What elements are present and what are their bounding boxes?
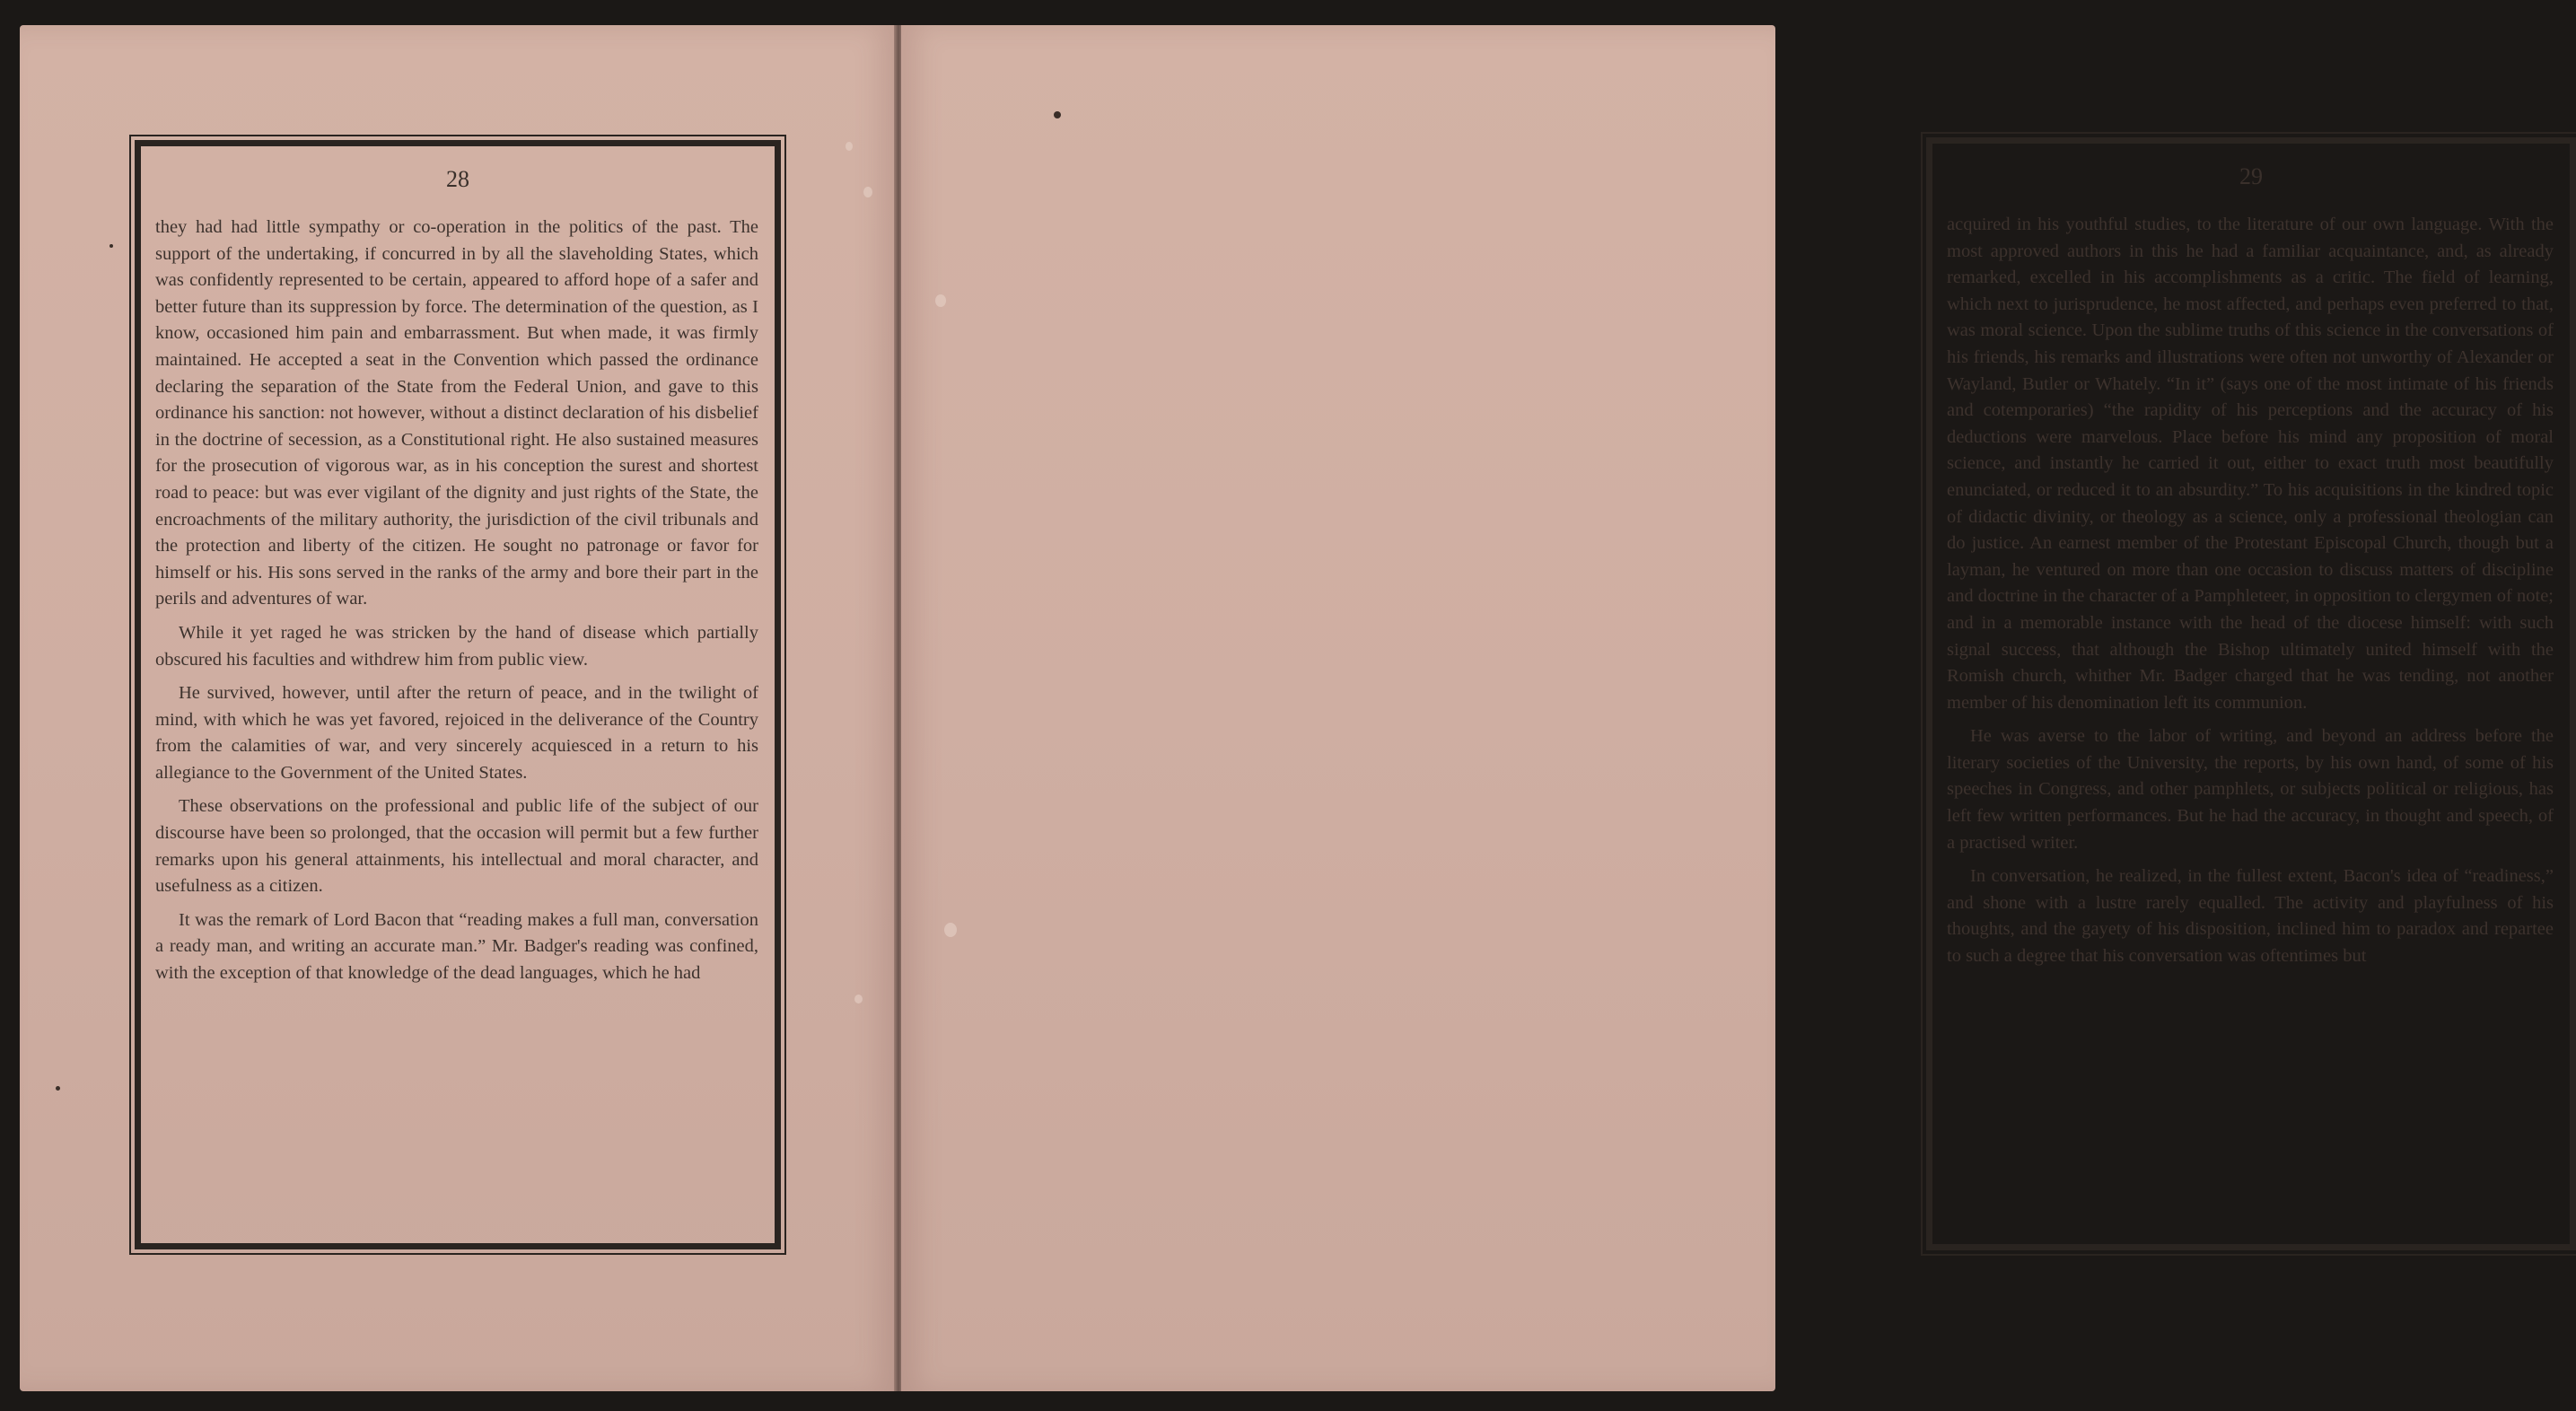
paragraph: He was averse to the labor of writing, and beyond an address before the literary societies of the University, the reports, by his own hand, of some of his speeches in Congress, and other pamphlets, or subjects political or religious, has left few written performances. But he had the accuracy, in thought and speech, of a practised writer. <box>1947 726 2554 853</box>
paper-speck <box>854 995 863 1003</box>
left-page-text <box>155 215 758 987</box>
paper-speck <box>944 923 957 937</box>
left-page <box>20 25 896 1391</box>
paragraph: they had had little sympathy or co-operation in the politics of the past. The support of the undertaking, if concurred in by all the slaveholding States, which was confidently represented to be certain, appeared to afford hope of a safer and better future than its suppression by force. The determination of the question, as I know, occasioned him pain and embarrassment. But when made, it was firmly maintained. He accepted a seat in the Convention which passed the ordinance declaring the separation of the State from the Federal Union, and gave to this ordinance his sanction: not however, without a distinct declaration of his disbelief in the doctrine of secession, as a Constitutional right. He also sustained measures for the prosecution of vigorous war, as in his conception the surest and shortest road to peace: but was ever vigilant of the dignity and just rights of the State, the encroachments of the military authority, the jurisdiction of the civil tribunals and the protection and liberty of the citizen. He sought no patronage or favor for himself or his. His sons served in the ranks of the army and bore their part in the perils and adventures of war. <box>155 217 758 609</box>
right-page-text <box>1947 212 2554 970</box>
ink-speck <box>1054 111 1061 118</box>
right-page-number: 29 <box>2239 163 2263 189</box>
paragraph: In conversation, he realized, in the fullest extent, Bacon's idea of “readiness,” and shone with a lustre rarely equalled. The activity and playfulness of his thoughts, and the gayety of his disposition, inclined him to paradox and repartee to such a degree that his conversation was oftentimes but <box>1947 866 2554 967</box>
right-page-border <box>1926 137 2576 1250</box>
right-page <box>901 25 2554 1391</box>
paper-speck <box>935 294 946 307</box>
ink-speck <box>56 1086 60 1091</box>
paragraph: It was the remark of Lord Bacon that “reading makes a full man, conversation a ready man, and writing an accurate man.” Mr. Badger's reading was confined, with the exception of that knowledge of the dead languages, which he had <box>155 909 758 984</box>
book-spread <box>20 25 2554 1391</box>
ink-speck <box>110 244 113 248</box>
left-page-number: 28 <box>446 166 469 192</box>
left-page-border <box>135 140 781 1249</box>
paper-speck <box>846 142 853 151</box>
paragraph: While it yet raged he was stricken by the hand of disease which partially obscured his faculties and withdrew him from public view. <box>155 622 758 670</box>
paragraph: acquired in his youthful studies, to the literature of our own language. With the most approved authors in this he had a familiar acquaintance, and, as already remarked, excelled in his accomplishments as a critic. The field of learning, which next to jurisprudence, he most affected, and perhaps even preferred to that, was moral science. Upon the sublime truths of this science in the conversations of his friends, his remarks and illustrations were often not unworthy of Alexander or Wayland, Butler or Whately. “In it” (says one of the most intimate of his friends and cotemporaries) “the rapidity of his perceptions and the accuracy of his deductions were marvelous. Place before his mind any proposition of moral science, and instantly he carried it out, either to exact truth most beautifully enunciated, or reduced it to an absurdity.” To his acquisitions in the kindred topic of didactic divinity, or theology as a science, only a professional theologian can do justice. An earnest member of the Protestant Episcopal Church, though but a layman, he ventured on more than one occasion to discuss matters of discipline and doctrine in the character of a Pamphleteer, in opposition to clergymen of note; and in a memorable instance with the head of the diocese himself: with such signal success, that although the Bishop ultimately united himself with the Romish church, whither Mr. Badger charged that he was tending, not another member of his denomination left its communion. <box>1947 215 2554 713</box>
paragraph: He survived, however, until after the return of peace, and in the twilight of mind, with which he was yet favored, rejoiced in the deliverance of the Country from the calamities of war, and very sincerely acquiesced in a return to his allegiance to the Government of the United States. <box>155 683 758 783</box>
paper-speck <box>863 187 872 197</box>
paragraph: These observations on the professional and public life of the subject of our discourse have been so prolonged, that the occasion will permit but a few further remarks upon his general attainments, his intellectual and moral character, and usefulness as a citizen. <box>155 796 758 897</box>
